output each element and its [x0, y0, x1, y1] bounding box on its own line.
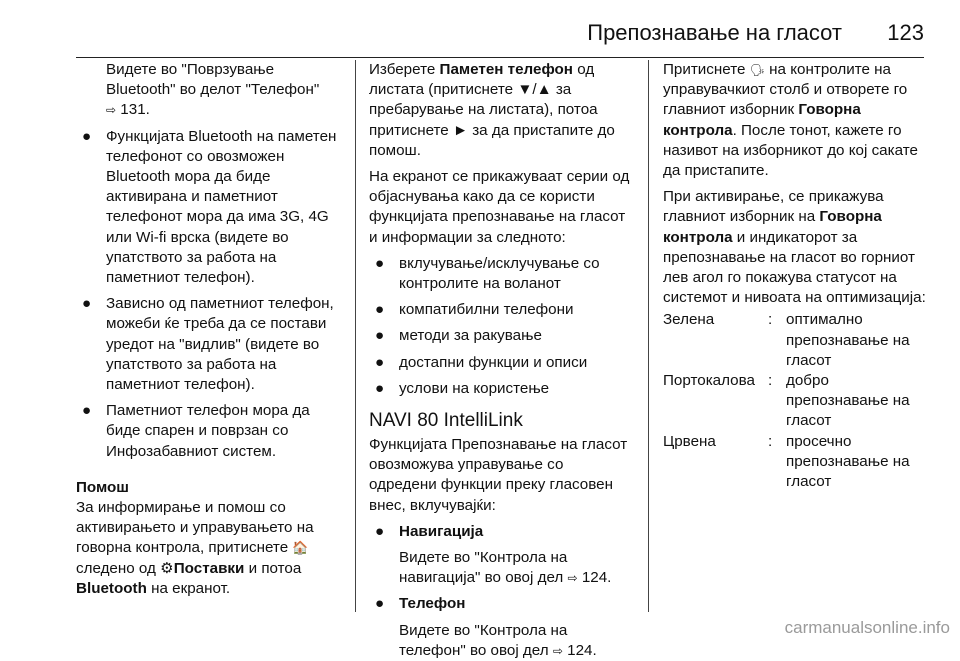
- page-header: [0, 0, 960, 60]
- help-heading: Помош: [76, 478, 129, 496]
- table-row: Црвена : просечно препознавање на гласот: [663, 432, 910, 491]
- help-text: За информирање и помош со активирањето и управувањето на говорна контрола, притиснете 🏠 следено од ⚙Поставки и потоа Bluetooth на екранот.: [76, 499, 314, 597]
- list-item: ● компатибилни телефони: [369, 300, 632, 320]
- bluetooth-label: Bluetooth: [76, 579, 147, 597]
- header-rule: [76, 57, 924, 58]
- navi-intro-text: Функцијата Препознавање на гласот овозможува управување со одредени функции преку гласовен внес, вклучувајќи:: [369, 436, 628, 514]
- phone-ref-text: Видете во "Контрола на телефон" во овој дел ⇨ 124.: [399, 621, 597, 659]
- home-icon: 🏠: [292, 540, 309, 556]
- column-divider: [355, 60, 356, 612]
- column-1: [76, 60, 344, 599]
- list-item: ● Навигација: [369, 522, 632, 542]
- gear-icon: ⚙: [160, 559, 174, 577]
- bullet-icon: ●: [375, 379, 385, 397]
- nav-ref-text: Видете во "Контрола на навигација" во овој дел ⇨ 124.: [399, 549, 612, 587]
- bullet-icon: ●: [82, 402, 92, 420]
- table-row: Портокалова : добро препознавање на гласот: [663, 372, 910, 430]
- bullet-icon: ●: [375, 353, 385, 371]
- bullet-icon: ●: [82, 295, 92, 313]
- bullet-icon: ●: [375, 301, 385, 319]
- bullet-icon: ●: [375, 254, 385, 272]
- continued-text: Видете во "Поврзување Bluetooth" во делот "Телефон" ⇨ 131.: [106, 61, 320, 119]
- settings-label: Поставки: [173, 559, 245, 577]
- column-2: [369, 60, 632, 661]
- table-row: Зелена : оптимално препознавање на гласот: [663, 311, 910, 369]
- bullet-icon: ●: [375, 327, 385, 345]
- page-title: Препознавање на гласот: [587, 20, 842, 45]
- page-ref[interactable]: 124.: [567, 641, 597, 659]
- list-item: ● достапни функции и описи: [369, 353, 632, 373]
- page-ref[interactable]: 131.: [120, 101, 150, 119]
- page-ref-icon: ⇨: [552, 643, 563, 658]
- voice-icon: 🗣: [749, 63, 765, 77]
- page-number: 123: [887, 20, 924, 45]
- list-item: ● методи за ракување: [369, 326, 632, 346]
- select-smartphone-text: Изберете Паметен телефон од листата (притиснете ▼/▲ за пребарување на листата), потоа притиснете ► за да пристапите до помош.: [369, 61, 615, 159]
- watermark: carmanualsonline.info: [784, 618, 950, 637]
- list-item: ● Зависно од паметниот телефон, можеби ќе треба да се постави уредот на "видлив" (видете во упатството за работа на паметниот телефон).: [82, 295, 334, 394]
- bullet-icon: ●: [82, 127, 92, 145]
- page-ref-icon: ⇨: [567, 571, 578, 586]
- list-item: ● услови на користење: [369, 379, 632, 399]
- indicator-table: [663, 310, 926, 492]
- list-item: ● вклучување/исклучување со контролите на воланот: [375, 254, 600, 293]
- page-ref-icon: ⇨: [106, 103, 117, 118]
- bullet-icon: ●: [375, 595, 385, 613]
- explanations-text: На екранот се прикажуваат серии од објаснувања како да се користи функцијата препознавање на гласот и информации за следното:: [369, 168, 630, 246]
- list-item: ● Функцијата Bluetooth на паметен телефонот со овозможен Bluetooth мора да биде активирана и паметниот телефонот мора да има 3G, 4G или Wi-fi врска (видете во упатството за работа на паметниот телефон).: [82, 127, 337, 287]
- section-heading: NAVI 80 IntelliLink: [369, 410, 523, 432]
- column-3: [663, 60, 926, 492]
- list-item: ● Паметниот телефон мора да биде спарен и поврзан со Инфозабавниот систем.: [82, 402, 310, 460]
- activation-text: При активирање, се прикажува главниот изборник на Говорна контрола и индикаторот за препознавање на гласот во горниот лев агол го покажува статусот на системот и нивоата на оптимизација:: [663, 188, 926, 307]
- bullet-icon: ●: [375, 522, 385, 540]
- column-divider: [648, 60, 649, 612]
- page-ref[interactable]: 124.: [581, 569, 612, 587]
- list-item: ● Телефон: [369, 594, 632, 614]
- voice-button-text: Притиснете 🗣 на контролите на управувачкиот столб и отворете го главниот изборник Говорна контрола. После тонот, кажете го називот на изборникот до кој сакате да пристапите.: [663, 61, 918, 180]
